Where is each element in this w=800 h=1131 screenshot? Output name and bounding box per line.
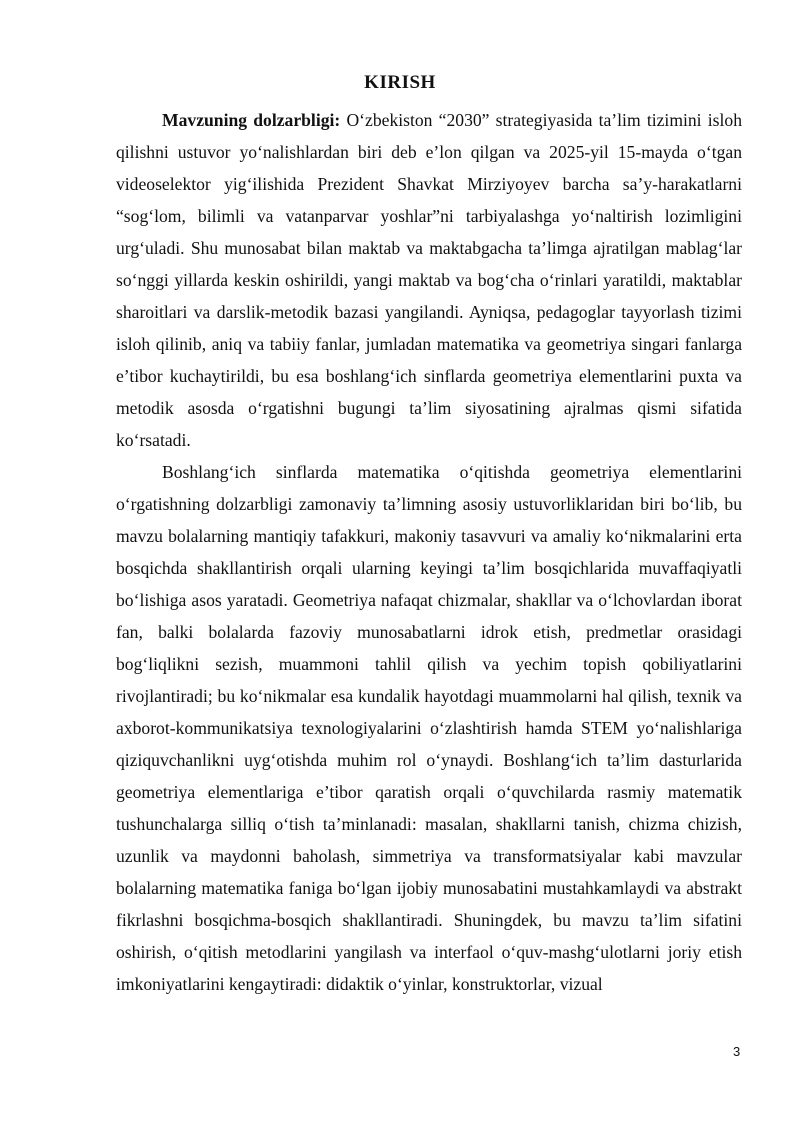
paragraph-geometry: Boshlang‘ich sinflarda matematika o‘qitishda geometriya elementlarini o‘rgatishning dolzarbligi zamonaviy ta’limning asosiy ustuvorliklaridan biri bo‘lib, bu mavzu bolalarning mantiqiy tafakkuri, makoniy tasavvuri va amaliy ko‘nikmalarini erta bosqichda shakllantirish orqali ularning keyingi ta’lim bosqichlarida muvaffaqiyatli bo‘lishiga asos yaratadi. Geometriya nafaqat chizmalar, shakllar va o‘lchovlardan iborat fan, balki bolalarda fazoviy munosabatlarni idrok etish, predmetlar orasidagi bog‘liqlikni sezish, muammoni tahlil qilish va yechim topish qobiliyatlarini rivojlantiradi; bu ko‘nikmalar esa kundalik hayotdagi muammolarni hal qilish, texnik va axborot-kommunikatsiya texnologiyalarini o‘zlashtirish hamda STEM yo‘nalishlariga qiziquvchanlikni uyg‘otishda muhim rol o‘ynaydi. Boshlang‘ich ta’lim dasturlarida geometriya elementlariga e’tibor qaratish orqali o‘quvchilarda rasmiy matematik tushunchalarga silliq o‘tish ta’minlanadi: masalan, shakllarni tanish, chizma chizish, uzunlik va maydonni baholash, simmetriya va transformatsiyalar kabi mavzular bolalarning matematika faniga bo‘lgan ijobiy munosabatini mustahkamlaydi va abstrakt fikrlashni bosqichma-bosqich shakllantiradi. Shuningdek, bu mavzu ta’lim sifatini oshirish, o‘qitish metodlarini yangilash va interfaol o‘quv-mashg‘ulotlarni joriy etish imkoniyatlarini kengaytiradi: didaktik o‘yinlar, konstruktorlar, vizual — [116, 462, 742, 994]
document-body — [116, 104, 742, 1000]
paragraph-relevance — [116, 104, 742, 456]
paragraph-lead: Mavzuning dolzarbligi: — [162, 110, 341, 130]
page-number: 3 — [733, 1044, 741, 1059]
paragraph-text: O‘zbekiston “2030” strategiyasida ta’lim tizimini isloh qilishni ustuvor yo‘nalishlardan biri deb e’lon qilgan va 2025-yil 15-mayda o‘tgan videoselektor yig‘ilishida Prezident Shavkat Mirziyoyev barcha sa’y-harakatlarni “sog‘lom, bilimli va vatanparvar yoshlar”ni tarbiyalashga yo‘naltirish lozimligini urg‘uladi. Shu munosabat bilan maktab va maktabgacha ta’limga ajratilgan mablag‘lar so‘nggi yillarda keskin oshirildi, yangi maktab va bog‘cha o‘rinlari yaratildi, maktablar sharoitlari va darslik-metodik bazasi yangilandi. Ayniqsa, pedagoglar tayyorlash tizimi isloh qilinib, aniq va tabiiy fanlar, jumladan matematika va geometriya singari fanlarga e’tibor kuchaytirildi, bu esa boshlang‘ich sinflarda geometriya elementlarini puxta va metodik asosda o‘rgatishni bugungi ta’lim siyosatining ajralmas qismi sifatida ko‘rsatadi. — [116, 110, 742, 450]
section-title: KIRISH — [364, 72, 436, 93]
